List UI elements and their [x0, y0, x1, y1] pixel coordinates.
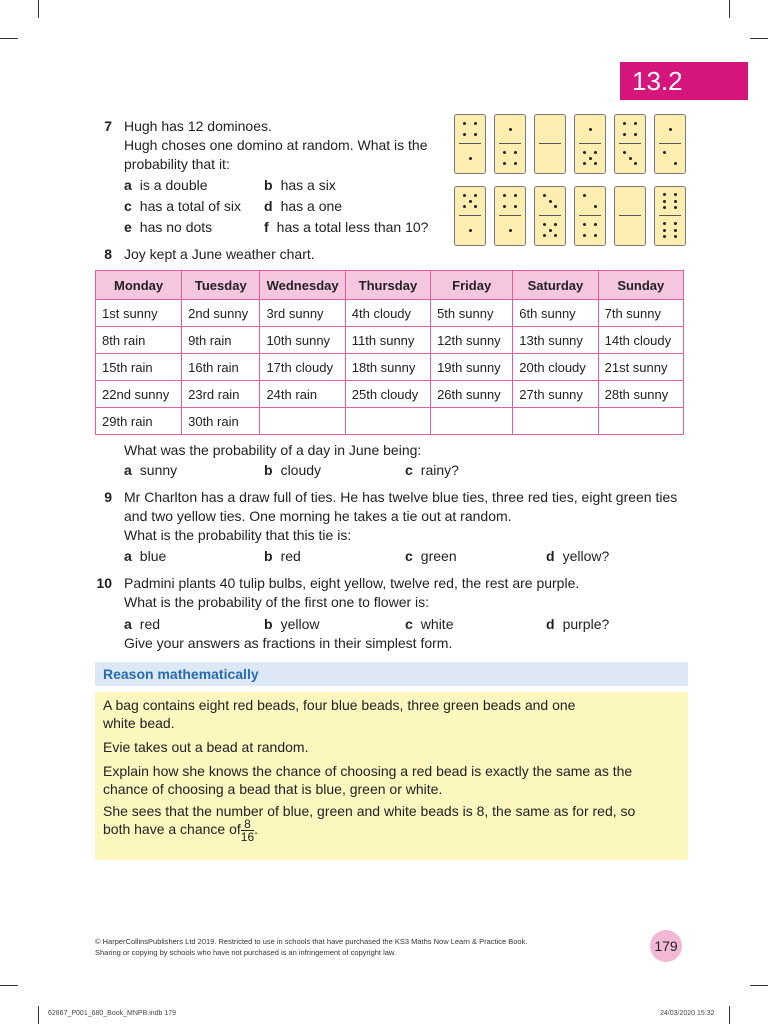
- table-row: [96, 327, 684, 354]
- option-text: red: [280, 548, 301, 564]
- reason-text: She sees that the number of blue, green and white beads is 8, the same as for red, so: [103, 803, 636, 819]
- domino-pip: [514, 205, 517, 208]
- option-c: [405, 614, 453, 634]
- table-cell: 27th sunny: [513, 381, 598, 408]
- table-cell: 10th sunny: [260, 327, 345, 354]
- domino-pip: [549, 200, 552, 203]
- domino-pip: [634, 133, 637, 136]
- domino-pip: [623, 122, 626, 125]
- crop-mark: [729, 1006, 730, 1024]
- table-row: [96, 381, 684, 408]
- option-e: [124, 217, 212, 237]
- option-letter: d: [546, 548, 555, 564]
- option-text: red: [139, 616, 161, 632]
- table-cell: 9th rain: [182, 327, 260, 354]
- domino: [454, 114, 486, 174]
- domino-divider: [499, 215, 521, 216]
- column-header: Saturday: [513, 271, 598, 300]
- fraction-numerator: 8: [241, 818, 254, 831]
- domino-pip: [663, 206, 666, 209]
- domino-pip: [583, 151, 586, 154]
- question-text: probability that it:: [124, 156, 230, 172]
- domino: [454, 186, 486, 246]
- question-text: Padmini plants 40 tulip bulbs, eight yellow, twelve red, the rest are purple.: [124, 575, 580, 591]
- table-cell: 6th sunny: [513, 300, 598, 327]
- option-text: cloudy: [280, 462, 322, 478]
- option-text: yellow: [280, 616, 320, 632]
- domino-pip: [583, 162, 586, 165]
- option-d: [546, 546, 609, 566]
- question-text: and two yellow ties. One morning he takes a tie out at random.: [124, 508, 512, 524]
- domino-pip: [589, 157, 592, 160]
- table-row: [96, 354, 684, 381]
- option-letter: b: [264, 616, 273, 632]
- option-letter: b: [264, 462, 273, 478]
- table-cell: 30th rain: [182, 408, 260, 435]
- domino-divider: [659, 143, 681, 144]
- table-cell: 22nd sunny: [96, 381, 182, 408]
- domino-pip: [514, 151, 517, 154]
- domino-pip: [503, 151, 506, 154]
- copyright-line: Sharing or copying by schools who have not purchased is an infringement of copyright law.: [95, 948, 397, 957]
- domino: [534, 186, 566, 246]
- domino-divider: [459, 215, 481, 216]
- reason-text: Evie takes out a bead at random.: [103, 739, 309, 755]
- domino-pip: [583, 194, 586, 197]
- table-header-row: [96, 271, 684, 300]
- reason-mathematically-box: [95, 692, 688, 860]
- option-f: [264, 217, 428, 237]
- option-a: [124, 460, 177, 480]
- option-letter: f: [264, 219, 269, 235]
- domino-pip: [594, 223, 597, 226]
- option-letter: b: [264, 177, 273, 193]
- domino-pip: [474, 205, 477, 208]
- option-letter: a: [124, 177, 132, 193]
- option-text: yellow?: [562, 548, 610, 564]
- domino-pip: [469, 229, 472, 232]
- table-cell: [598, 408, 683, 435]
- domino-divider: [579, 143, 601, 144]
- domino-pip: [503, 194, 506, 197]
- option-letter: c: [405, 462, 413, 478]
- column-header: Sunday: [598, 271, 683, 300]
- domino-pip: [634, 162, 637, 165]
- table-cell: 7th sunny: [598, 300, 683, 327]
- domino-pip: [623, 133, 626, 136]
- crop-mark: [750, 985, 768, 986]
- table-cell: 26th sunny: [431, 381, 513, 408]
- table-cell: 2nd sunny: [182, 300, 260, 327]
- domino-pip: [509, 128, 512, 131]
- reason-text: chance of choosing a bead that is blue, green or white.: [103, 781, 443, 797]
- option-a: [124, 175, 208, 195]
- domino-divider: [539, 143, 561, 144]
- table-row: [96, 300, 684, 327]
- domino-pip: [594, 151, 597, 154]
- question-text: Give your answers as fractions in their simplest form.: [124, 635, 453, 651]
- weather-chart-table: [95, 270, 684, 435]
- domino: [494, 114, 526, 174]
- domino-pip: [554, 223, 557, 226]
- option-text: green: [420, 548, 457, 564]
- domino-pip: [463, 205, 466, 208]
- crop-mark: [0, 38, 18, 39]
- domino-pip: [663, 222, 666, 225]
- option-letter: b: [264, 548, 273, 564]
- table-cell: [260, 408, 345, 435]
- option-letter: a: [124, 616, 132, 632]
- domino: [534, 114, 566, 174]
- domino: [614, 114, 646, 174]
- reason-text: A bag contains eight red beads, four blue beads, three green beads and one: [103, 697, 576, 713]
- domino-pip: [634, 122, 637, 125]
- option-letter: d: [546, 616, 555, 632]
- domino-pip: [589, 128, 592, 131]
- option-text: rainy?: [420, 462, 459, 478]
- option-text: has a six: [280, 177, 336, 193]
- domino-pip: [663, 193, 666, 196]
- domino-pip: [474, 133, 477, 136]
- column-header: Tuesday: [182, 271, 260, 300]
- question-text: Hugh choses one domino at random. What is the: [124, 137, 428, 153]
- table-cell: 29th rain: [96, 408, 182, 435]
- domino-pip: [594, 162, 597, 165]
- crop-mark: [38, 0, 39, 18]
- domino-pip: [674, 235, 677, 238]
- domino-pip: [503, 205, 506, 208]
- domino-pip: [543, 223, 546, 226]
- domino-pip: [594, 234, 597, 237]
- question-number: 8: [104, 246, 112, 262]
- domino-pip: [463, 122, 466, 125]
- domino: [494, 186, 526, 246]
- domino-pip: [474, 122, 477, 125]
- domino-divider: [579, 215, 601, 216]
- reason-text: white bead.: [103, 715, 175, 731]
- domino-pip: [514, 162, 517, 165]
- column-header: Monday: [96, 271, 182, 300]
- domino-divider: [539, 215, 561, 216]
- domino-pip: [514, 194, 517, 197]
- question-text: Hugh has 12 dominoes.: [124, 118, 272, 134]
- domino-pip: [674, 222, 677, 225]
- domino: [574, 186, 606, 246]
- column-header: Wednesday: [260, 271, 345, 300]
- option-letter: e: [124, 219, 132, 235]
- option-c: [405, 460, 459, 480]
- question-text: Mr Charlton has a draw full of ties. He has twelve blue ties, three red ties, eight green ties: [124, 489, 678, 505]
- domino-pip: [583, 223, 586, 226]
- domino-pip: [543, 234, 546, 237]
- domino-divider: [499, 143, 521, 144]
- domino-pip: [663, 200, 666, 203]
- table-cell: 14th cloudy: [598, 327, 683, 354]
- option-text: has a total of six: [139, 198, 241, 214]
- table-cell: 16th rain: [182, 354, 260, 381]
- table-cell: [513, 408, 598, 435]
- domino: [574, 114, 606, 174]
- domino-pip: [554, 234, 557, 237]
- option-text: sunny: [139, 462, 178, 478]
- domino-pip: [674, 229, 677, 232]
- domino-divider: [619, 143, 641, 144]
- domino-pip: [594, 205, 597, 208]
- fraction-denominator: 16: [240, 830, 255, 844]
- option-text: has a total less than 10?: [276, 219, 429, 235]
- print-slug-filename: 62867_P001_680_Book_MNPB.indb 179: [48, 1010, 177, 1017]
- table-cell: 13th sunny: [513, 327, 598, 354]
- domino-divider: [659, 215, 681, 216]
- table-cell: 20th cloudy: [513, 354, 598, 381]
- option-letter: a: [124, 548, 132, 564]
- domino-pip: [469, 157, 472, 160]
- option-a: [124, 546, 166, 566]
- table-cell: 12th sunny: [431, 327, 513, 354]
- crop-mark: [750, 38, 768, 39]
- table-cell: [345, 408, 430, 435]
- question-text: What was the probability of a day in June being:: [124, 442, 422, 458]
- option-text: is a double: [139, 177, 208, 193]
- reason-text: .: [254, 821, 259, 838]
- table-cell: 11th sunny: [345, 327, 430, 354]
- table-cell: 24th rain: [260, 381, 345, 408]
- domino-pip: [543, 194, 546, 197]
- table-cell: 4th cloudy: [345, 300, 430, 327]
- domino: [614, 186, 646, 246]
- domino-pip: [669, 128, 672, 131]
- option-text: has no dots: [139, 219, 213, 235]
- table-cell: 8th rain: [96, 327, 182, 354]
- option-text: has a one: [280, 198, 343, 214]
- table-cell: 19th sunny: [431, 354, 513, 381]
- option-letter: c: [124, 198, 132, 214]
- domino-pip: [509, 229, 512, 232]
- crop-mark: [0, 985, 18, 986]
- domino-pip: [503, 162, 506, 165]
- domino-pip: [674, 200, 677, 203]
- domino-divider: [459, 143, 481, 144]
- table-cell: 21st sunny: [598, 354, 683, 381]
- domino-pip: [463, 133, 466, 136]
- crop-mark: [38, 1006, 39, 1024]
- table-row: [96, 408, 684, 435]
- option-letter: d: [264, 198, 273, 214]
- reason-answer-line: [103, 818, 258, 843]
- option-b: [264, 546, 301, 566]
- option-letter: a: [124, 462, 132, 478]
- table-cell: 25th cloudy: [345, 381, 430, 408]
- crop-mark: [729, 0, 730, 18]
- copyright-line: © HarperCollinsPublishers Ltd 2019. Restricted to use in schools that have purchased the KS3 Maths Now Learn & Practice Book.: [95, 937, 528, 946]
- table-cell: 28th sunny: [598, 381, 683, 408]
- domino-pip: [674, 193, 677, 196]
- table-cell: 17th cloudy: [260, 354, 345, 381]
- option-b: [264, 614, 319, 634]
- table-cell: 5th sunny: [431, 300, 513, 327]
- column-header: Friday: [431, 271, 513, 300]
- table-cell: 1st sunny: [96, 300, 182, 327]
- table-cell: 18th sunny: [345, 354, 430, 381]
- option-text: blue: [139, 548, 167, 564]
- option-letter: c: [405, 616, 413, 632]
- reason-text: both have a chance of: [103, 821, 241, 838]
- reason-mathematically-heading: Reason mathematically: [95, 662, 688, 686]
- domino-pip: [663, 235, 666, 238]
- domino-pip: [583, 234, 586, 237]
- option-c: [124, 196, 241, 216]
- option-a: [124, 614, 160, 634]
- table-cell: 3rd sunny: [260, 300, 345, 327]
- domino-pip: [674, 162, 677, 165]
- table-cell: 15th rain: [96, 354, 182, 381]
- domino-pip: [469, 200, 472, 203]
- option-b: [264, 175, 336, 195]
- option-letter: c: [405, 548, 413, 564]
- option-d: [264, 196, 342, 216]
- question-number: 9: [104, 489, 112, 505]
- option-text: purple?: [562, 616, 610, 632]
- domino-pip: [554, 205, 557, 208]
- domino-pip: [663, 151, 666, 154]
- domino: [654, 114, 686, 174]
- question-text: Joy kept a June weather chart.: [124, 246, 315, 262]
- reason-text: Explain how she knows the chance of choosing a red bead is exactly the same as the: [103, 763, 633, 779]
- page-number: 179: [650, 930, 682, 962]
- column-header: Thursday: [345, 271, 430, 300]
- domino-pip: [663, 229, 666, 232]
- question-text: What is the probability that this tie is:: [124, 527, 352, 543]
- question-number: 7: [104, 118, 112, 134]
- domino-pip: [674, 206, 677, 209]
- domino-divider: [619, 215, 641, 216]
- print-slug-date: 24/03/2020 15:32: [660, 1010, 715, 1017]
- domino-pip: [549, 229, 552, 232]
- option-c: [405, 546, 457, 566]
- option-d: [546, 614, 609, 634]
- domino-pip: [629, 157, 632, 160]
- fraction: [241, 818, 254, 843]
- option-text: white: [420, 616, 454, 632]
- domino: [654, 186, 686, 246]
- question-text: What is the probability of the first one to flower is:: [124, 594, 430, 610]
- domino-pip: [463, 194, 466, 197]
- domino-pip: [623, 151, 626, 154]
- section-number-tab: 13.2: [620, 62, 748, 100]
- table-cell: [431, 408, 513, 435]
- domino-pip: [474, 194, 477, 197]
- question-number: 10: [96, 575, 112, 591]
- table-cell: 23rd rain: [182, 381, 260, 408]
- copyright-footer: [95, 936, 527, 958]
- option-b: [264, 460, 321, 480]
